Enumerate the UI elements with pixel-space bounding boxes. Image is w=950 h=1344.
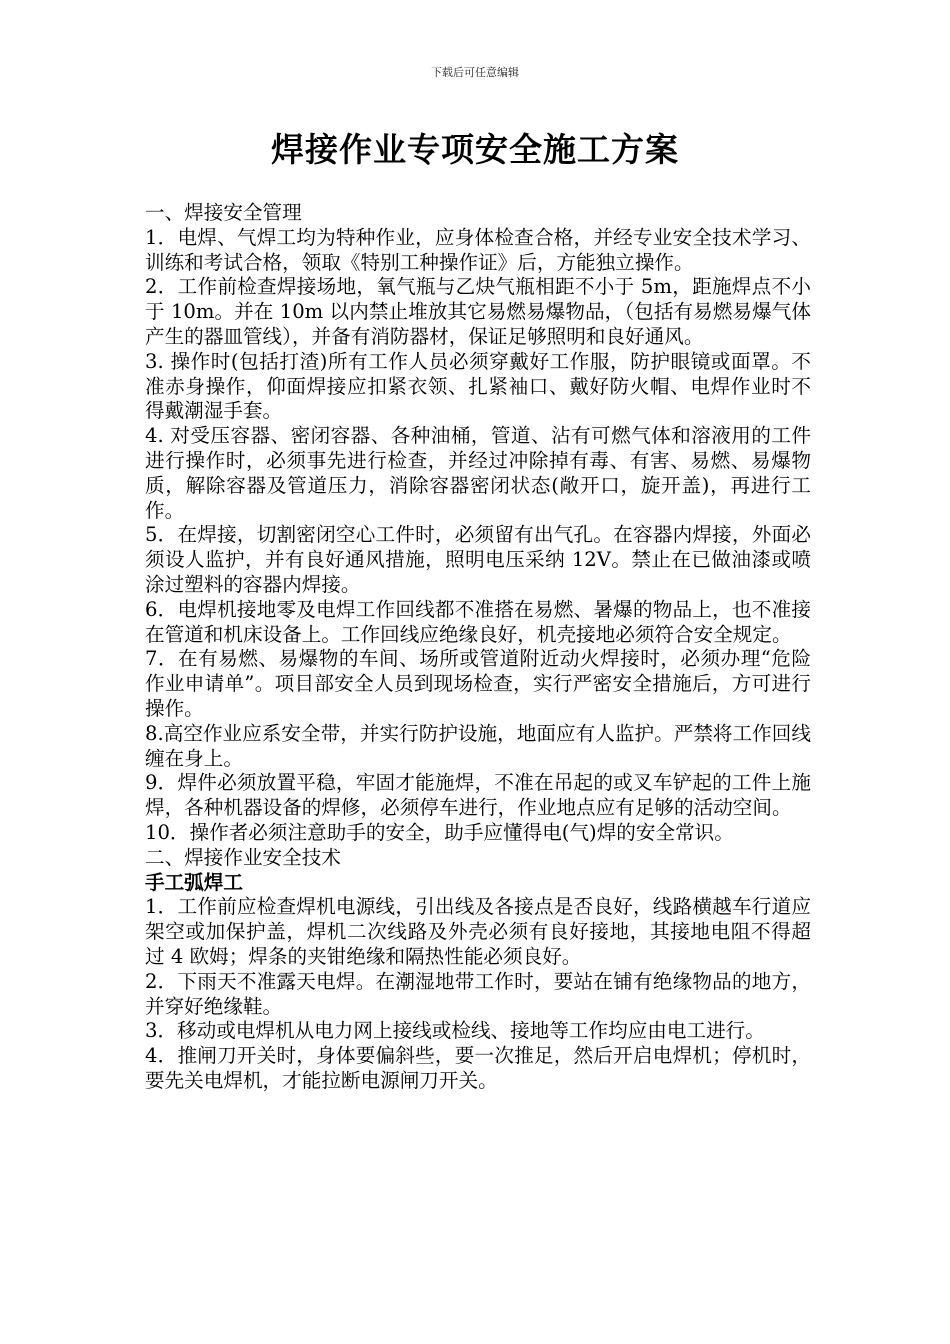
document-title: 焊接作业专项安全施工方案 <box>271 130 679 169</box>
section-2-item-1: 1．工作前应检查焊机电源线，引出线及各接点是否良好，线路横越车行道应架空或加保护盖，焊机二次线路及外壳必须有良好接地，其接地电阻不得超过 4 欧姆；焊条的夹钳绝缘和隔热性能必须良好。 <box>145 895 811 968</box>
document-body <box>145 201 811 1094</box>
section-1-item-3: 3. 操作时(包括打渣)所有工作人员必须穿戴好工作服，防护眼镜或面罩。不准赤身操作，仰面焊接应扣紧衣领、扎紧袖口、戴好防火帽、电焊作业时不得戴潮湿手套。 <box>145 349 811 423</box>
section-2-item-4: 4．推闸刀开关时，身体要偏斜些，要一次推足，然后开启电焊机；停机时，要先关电焊机，才能拉断电源闸刀开关。 <box>145 1044 811 1092</box>
section-1-item-9: 9．焊件必须放置平稳，牢固才能施焊，不准在吊起的或叉车铲起的工件上施焊，各种机器设备的焊修，必须停车进行，作业地点应有足够的活动空间。 <box>145 771 811 820</box>
section-1-item-8: 8.高空作业应系安全带，并实行防护设施，地面应有人监护。严禁将工作回线缠在身上。 <box>145 721 811 770</box>
section-2-item-2: 2．下雨天不准露天电焊。在潮湿地带工作时，要站在铺有绝缘物品的地方，并穿好绝缘鞋。 <box>145 969 811 1018</box>
section-1-item-5: 5．在焊接，切割密闭空心工件时，必须留有出气孔。在容器内焊接，外面必须设人监护，并有良好通风措施，照明电压采纳 12V。禁止在已做油漆或喷涂过塑料的容器内焊接。 <box>145 523 811 596</box>
section-2-subheading: 手工弧焊工 <box>145 870 243 894</box>
section-1-item-10: 10．操作者必须注意助手的安全，助手应懂得电(气)焊的安全常识。 <box>145 820 734 844</box>
section-1-item-2: 2．工作前检查焊接场地，氧气瓶与乙炔气瓶相距不小于 5m，距施焊点不小于 10m。并在 10m 以内禁止堆放其它易燃易爆物品，（包括有易燃易爆气体产生的器皿管线），并备有消防器材，保证足够照明和良好通风。 <box>145 275 811 348</box>
section-1-item-4: 4. 对受压容器、密闭容器、各种油桶，管道、沾有可燃气体和溶液用的工件进行操作时，必须事先进行检查，并经过冲除掉有毒、有害、易燃、易爆物质，解除容器及管道压力，消除容器密闭状态(敞开口，旋开盖)，再进行工作。 <box>145 424 811 522</box>
section-1-item-7: 7．在有易燃、易爆物的车间、场所或管道附近动火焊接时，必须办理“危险作业申请单”。项目部安全人员到现场检查，实行严密安全措施后，方可进行操作。 <box>145 647 811 720</box>
section-1-item-1: 1．电焊、气焊工均为特种作业，应身体检查合格，并经专业安全技术学习、训练和考试合格，领取《特别工种操作证》后，方能独立操作。 <box>145 225 811 274</box>
section-2-heading: 二、焊接作业安全技术 <box>145 845 341 869</box>
section-1-heading: 一、焊接安全管理 <box>145 201 302 224</box>
section-2-item-3: 3．移动或电焊机从电力网上接线或检线、接地等工作均应由电工进行。 <box>145 1019 765 1043</box>
section-1-item-6: 6．电焊机接地零及电焊工作回线都不准搭在易燃、暑爆的物品上，也不准接在管道和机床设备上。工作回线应绝缘良好，机壳接地必须符合安全规定。 <box>145 597 811 646</box>
header-note: 下载后可任意编辑 <box>431 66 519 79</box>
